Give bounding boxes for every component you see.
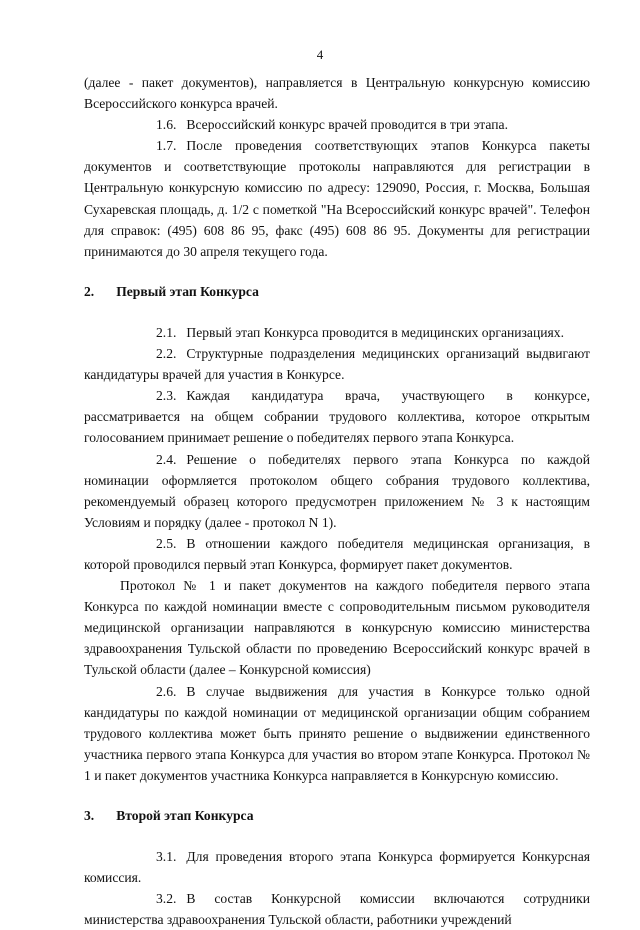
section-heading-2: 2. Первый этап Конкурса [84,283,259,299]
paragraph: (далее - пакет документов), направляется в Центральную конкурсную комиссию Всероссийского конкурса врачей. [84,75,590,112]
document-body [84,72,590,930]
paragraph-3-2: 3.2. В состав Конкурсной комиссии включаются сотрудники министерства здравоохранения Тульской области, работники учреждений [84,891,590,928]
paragraph-2-2: 2.2. Структурные подразделения медицинских организаций выдвигают кандидатуры врачей для участия в Конкурсе. [84,346,590,383]
section-heading-3: 3. Второй этап Конкурса [84,808,254,823]
paragraph-1-7: 1.7. После проведения соответствующих этапов Конкурса пакеты документов и соответствующие протоколы направляются для регистрации в Центральную конкурсную комиссию по адресу: 129090, Россия, г. Москва, Большая Сухаревская площадь, д. 1/2 с пометкой "На Всероссийский конкурс врачей". Телефон для справок: (495) 608 86 95, факс (495) 608 86 95. Документы для регистрации принимаются до 30 апреля текущего года. [84,138,590,259]
paragraph-2-4: 2.4. Решение о победителях первого этапа Конкурса по каждой номинации оформляется протоколом общего собрания трудового коллектива, рекомендуемый образец которого предусмотрен приложением № 3 к настоящим Условиям и порядку (далее - протокол N 1). [84,451,590,530]
paragraph-3-1: 3.1. Для проведения второго этапа Конкурса формируется Конкурсная комиссия. [84,849,590,886]
paragraph-2-5: 2.5. В отношении каждого победителя медицинская организация, в которой проводился первый этап Конкурса, формирует пакет документов. [84,535,590,572]
paragraph-2-6: 2.6. В случае выдвижения для участия в Конкурсе только одной кандидатуры по каждой номинации от медицинской организации общим собранием трудового коллектива может быть принято решение о выдвижении единственного участника первого этапа Конкурса для участия во втором этапе Конкурса. Протокол № 1 и пакет документов участника Конкурса направляется в Конкурсную комиссию. [84,683,590,783]
paragraph-1-6: 1.6. Всероссийский конкурс врачей проводится в три этапа. [156,117,508,133]
paragraph-2-1: 2.1. Первый этап Конкурса проводится в медицинских организациях. [156,324,564,340]
paragraph-2-3: 2.3. Каждая кандидатура врача, участвующего в конкурсе, рассматривается на общем собрании трудового коллектива, которое открытым голосованием принимает решение о победителях первого этапа Конкурса. [84,388,590,446]
paragraph-protocol: Протокол № 1 и пакет документов на каждого победителя первого этапа Конкурса по каждой номинации вместе с сопроводительным письмом руководителя медицинской организации направляются в конкурсную комиссию министерства здравоохранения Тульской области по проведению Всероссийский конкурс врачей в Тульской области (далее – Конкурсной комиссия) [84,578,590,678]
page-number: 4 [316,47,324,62]
